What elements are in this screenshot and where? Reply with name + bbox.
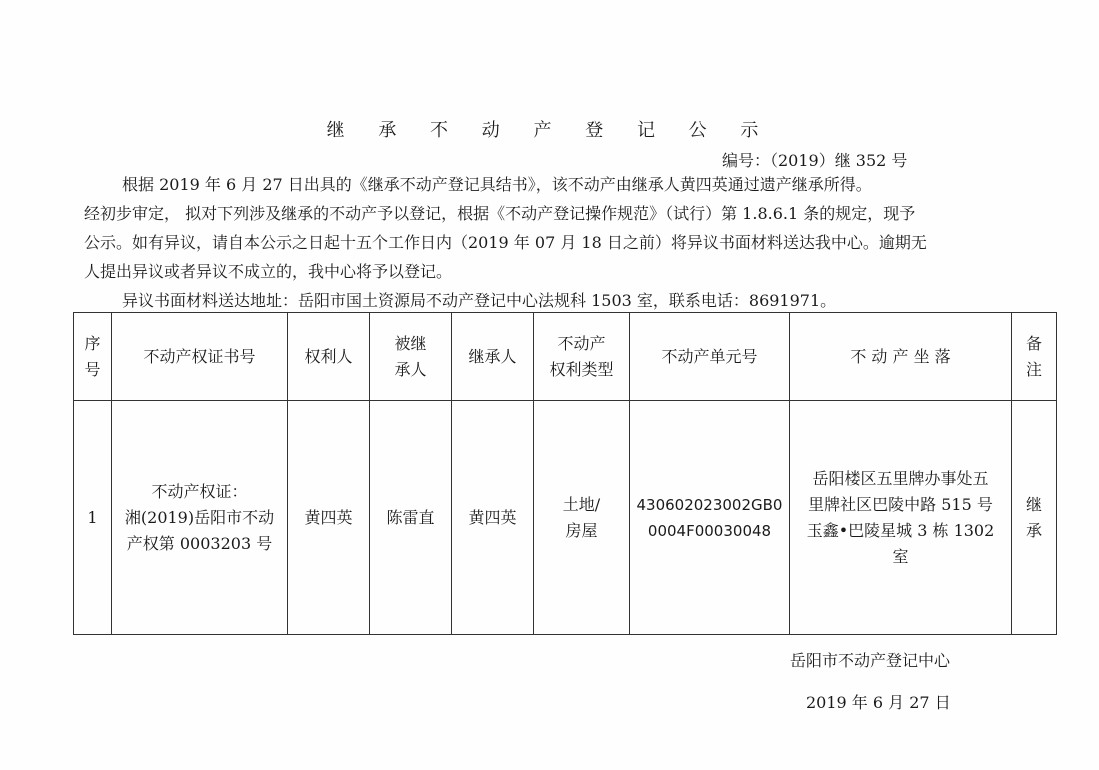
paragraph-review-line: 公示。如有异议，请自本公示之日起十五个工作日内（2019 年 07 月 18 日之前）将异议书面材料送达我中心。逾期无 bbox=[84, 233, 927, 252]
header-remark-line: 备 bbox=[1025, 333, 1042, 353]
header-cert-no: 不动产权证书号 bbox=[112, 313, 288, 401]
cell-right-type-line: 房屋 bbox=[565, 520, 598, 540]
cell-remark bbox=[1012, 401, 1057, 635]
paragraph-basis: 根据 2019 年 6 月 27 日出具的《继承不动产登记具结书》，该不动产由继承人黄四英通过遗产继承所得。 bbox=[122, 175, 872, 194]
header-seq bbox=[74, 313, 112, 401]
header-unit-no: 不动产单元号 bbox=[630, 313, 790, 401]
cell-unit-no-line: 0004F00030048 bbox=[647, 521, 772, 540]
header-right-type-line: 不动产 bbox=[557, 333, 606, 353]
registration-table bbox=[73, 312, 1057, 635]
table-header-row bbox=[74, 313, 1057, 401]
cell-cert-line: 不动产权证： bbox=[151, 481, 248, 501]
issuing-organization: 岳阳市不动产登记中心 bbox=[790, 651, 951, 670]
paragraph-review bbox=[84, 199, 1064, 286]
cell-location-line: 岳阳楼区五里牌办事处五 bbox=[812, 468, 989, 488]
cell-location-line: 里牌社区巴陵中路 515 号 bbox=[808, 494, 993, 514]
header-right-type bbox=[534, 313, 630, 401]
cell-location-line: 玉鑫•巴陵星城 3 栋 1302 bbox=[806, 520, 995, 540]
header-deceased-line: 承人 bbox=[394, 359, 427, 379]
header-heir: 继承人 bbox=[452, 313, 534, 401]
cell-right-holder: 黄四英 bbox=[288, 401, 370, 635]
paragraph-review-line: 人提出异议或者异议不成立的，我中心将予以登记。 bbox=[84, 262, 453, 281]
cell-location bbox=[790, 401, 1012, 635]
header-seq-line: 号 bbox=[84, 359, 101, 379]
cell-cert-no bbox=[112, 401, 288, 635]
header-location: 不 动 产 坐 落 bbox=[790, 313, 1012, 401]
header-seq-line: 序 bbox=[84, 333, 101, 353]
cell-right-type bbox=[534, 401, 630, 635]
header-right-type-line: 权利类型 bbox=[549, 359, 614, 379]
cell-remark-line: 继 bbox=[1025, 494, 1042, 514]
header-deceased bbox=[370, 313, 452, 401]
page-title: 继 承 不 动 产 登 记 公 示 bbox=[326, 120, 773, 141]
cell-remark-line: 承 bbox=[1025, 520, 1042, 540]
cell-seq: 1 bbox=[74, 401, 112, 635]
document-number: 编号：（2019）继 352 号 bbox=[722, 151, 908, 170]
cell-cert-line: 湘(2019)岳阳市不动 bbox=[124, 507, 275, 527]
table-row bbox=[74, 401, 1057, 635]
header-right-holder: 权利人 bbox=[288, 313, 370, 401]
cell-right-type-line: 土地/ bbox=[562, 494, 601, 514]
header-deceased-line: 被继 bbox=[394, 333, 427, 353]
cell-unit-no bbox=[630, 401, 790, 635]
paragraph-review-line: 经初步审定， 拟对下列涉及继承的不动产予以登记，根据《不动产登记操作规范》（试行）第 1.8.6.1 条的规定，现予 bbox=[84, 204, 916, 223]
cell-heir: 黄四英 bbox=[452, 401, 534, 635]
cell-deceased: 陈雷直 bbox=[370, 401, 452, 635]
cell-cert-line: 产权第 0003203 号 bbox=[126, 533, 273, 553]
cell-unit-no-line: 430602023002GB0 bbox=[636, 495, 783, 514]
header-remark bbox=[1012, 313, 1057, 401]
header-remark-line: 注 bbox=[1025, 359, 1042, 379]
paragraph-address: 异议书面材料送达地址：岳阳市国土资源局不动产登记中心法规科 1503 室，联系电话：8691971。 bbox=[122, 291, 837, 310]
issue-date: 2019 年 6 月 27 日 bbox=[806, 693, 951, 712]
cell-location-line: 室 bbox=[892, 546, 909, 566]
